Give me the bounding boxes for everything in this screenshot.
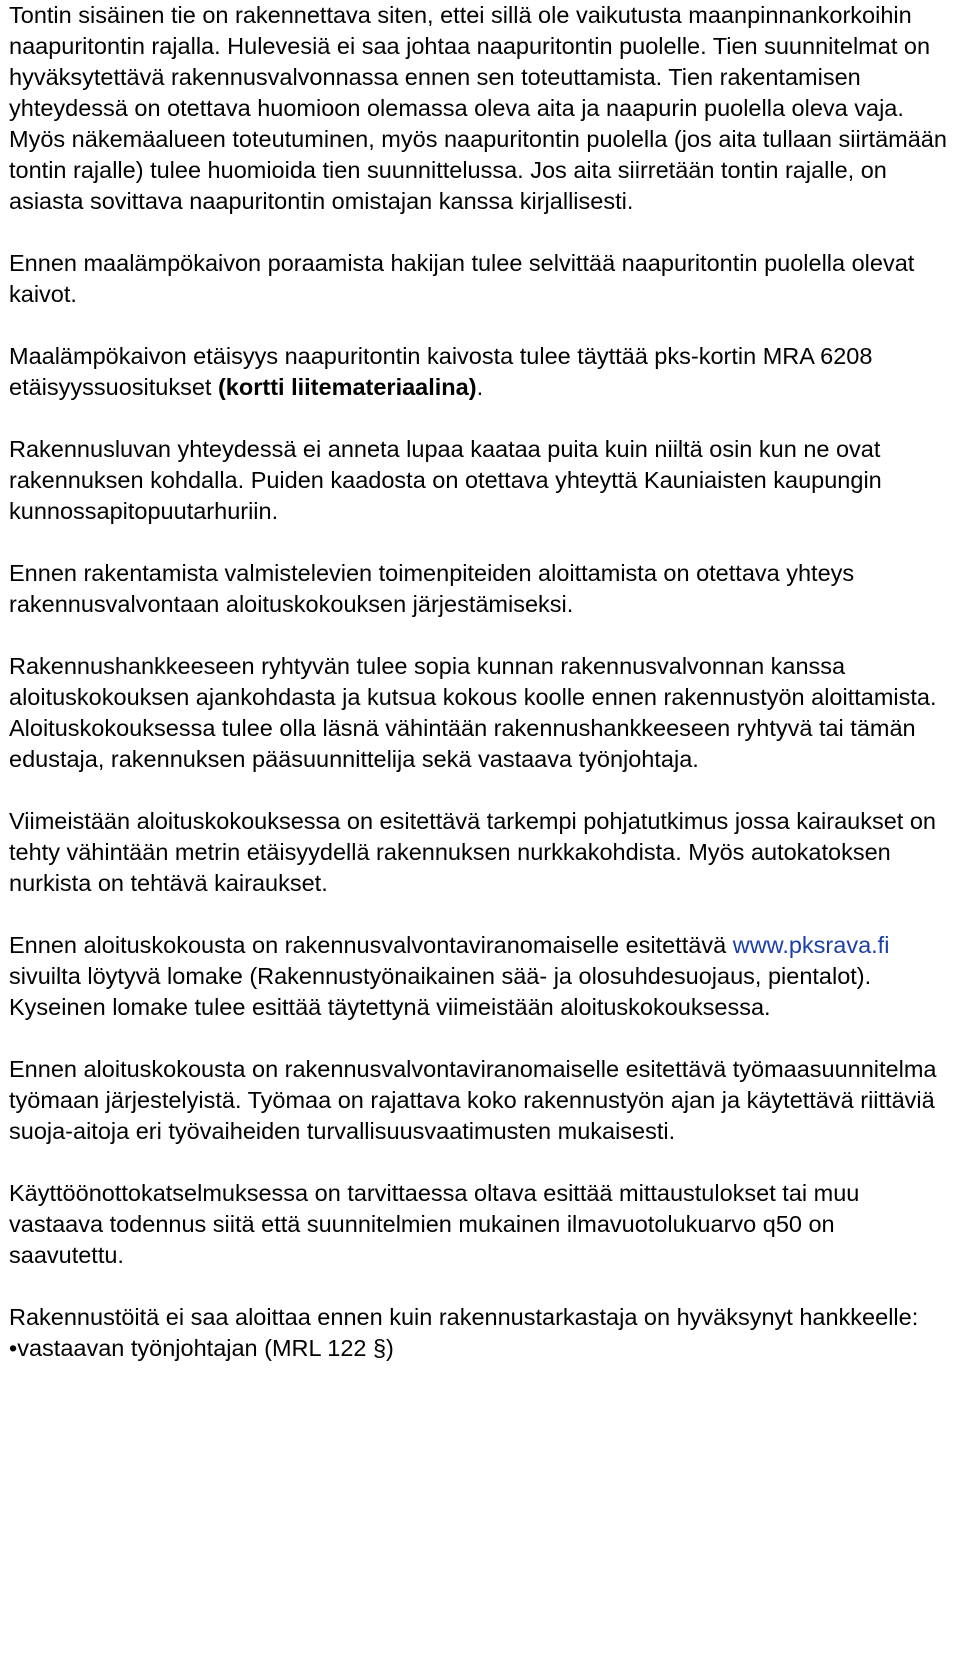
paragraph-start-meeting-attendees: Aloituskokouksessa tulee olla läsnä vähintään rakennushankkeeseen ryhtyvä tai tämän edustaja, rakennuksen pääsuunnittelija sekä vastaava työnjohtaja. (9, 715, 916, 772)
well-distance-text: Maalämpökaivon etäisyys naapuritontin kaivosta tulee täyttää pks-kortin MRA 6208 etäisyyssuositukset (9, 343, 873, 400)
paragraph-geothermal-wells: Ennen maalämpökaivon poraamista hakijan tulee selvittää naapuritontin puolella olevat kaivot. (9, 250, 915, 307)
paragraph-start-meeting-timing: Rakennushankkeeseen ryhtyvän tulee sopia kunnan rakennusvalvonnan kanssa aloituskokouksen ajankohdasta ja kutsua kokous koolle ennen rakennustyön aloittamista. (9, 653, 937, 710)
card-attachment-note: (kortti liitemateriaalina) (217, 374, 477, 400)
form-text-start: Ennen aloituskokousta on rakennusvalvontaviranomaiselle esitettävä (9, 932, 733, 958)
paragraph-approval-required: Rakennustöitä ei saa aloittaa ennen kuin rakennustarkastaja on hyväksynyt hankkeelle: (9, 1304, 919, 1330)
paragraph-site-plan: Ennen aloituskokousta on rakennusvalvontaviranomaiselle esitettävä työmaasuunnitelma työmaan järjestelyistä. Työmaa on rajattava koko rakennustyön ajan ja käytettävä riittäviä suoja-aitoja eri työvaiheiden turvallisuusvaatimusten mukaisesti. (9, 1056, 937, 1144)
paragraph-start-meeting-contact: Ennen rakentamista valmistelevien toimenpiteiden aloittamista on otettava yhteys rakennusvalvontaan aloituskokouksen järjestämiseksi. (9, 560, 855, 617)
form-text-end: sivuilta löytyvä lomake (Rakennustyönaikainen sää- ja olosuhdesuojaus, pientalot). Kyseinen lomake tulee esittää täytettynä viimeistään aloituskokouksessa. (9, 963, 872, 1020)
paragraph-soil-survey: Viimeistään aloituskokouksessa on esitettävä tarkempi pohjatutkimus jossa kairaukset on tehty vähintään metrin etäisyydellä rakennuksen nurkkakohdista. Myös autokatoksen nurkista on tehtävä kairaukset. (9, 808, 936, 896)
pksrava-link[interactable]: www.pksrava.fi (732, 932, 890, 958)
paragraph-tree-felling: Rakennusluvan yhteydessä ei anneta lupaa kaataa puita kuin niiltä osin kun ne ovat rakennuksen kohdalla. Puiden kaadosta on otettava yhteyttä Kauniaisten kaupungin kunnossapitopuutarhuriin. (9, 436, 882, 524)
bullet-responsible-foreman: •vastaavan työnjohtajan (MRL 122 §) (9, 1335, 394, 1361)
paragraph-weather-protection-form (9, 930, 954, 1023)
well-distance-end: . (476, 374, 484, 400)
paragraph-road-construction: Tontin sisäinen tie on rakennettava siten, ettei sillä ole vaikutusta maanpinnankorkoihin naapuritontin rajalla. Hulevesiä ei saa johtaa naapuritontin puolelle. Tien suunnitelmat on hyväksytettävä rakennusvalvonnassa ennen sen toteuttamista. Tien rakentamisen yhteydessä on otettava huomioon olemassa oleva aita ja naapurin puolella oleva vaja. Myös näkemäalueen toteutuminen, myös naapuritontin puolella (jos aita tullaan siirtämään tontin rajalle) tulee huomioida tien suunnittelussa. Jos aita siirretään tontin rajalle, on asiasta sovittava naapuritontin omistajan kanssa kirjallisesti. (9, 2, 947, 214)
paragraph-air-leakage: Käyttöönottokatselmuksessa on tarvittaessa oltava esittää mittaustulokset tai muu vastaava todennus siitä että suunnitelmien mukainen ilmavuotolukuarvo q50 on saavutettu. (9, 1180, 860, 1268)
document-body (9, 0, 954, 1364)
paragraph-well-distance (9, 341, 954, 403)
